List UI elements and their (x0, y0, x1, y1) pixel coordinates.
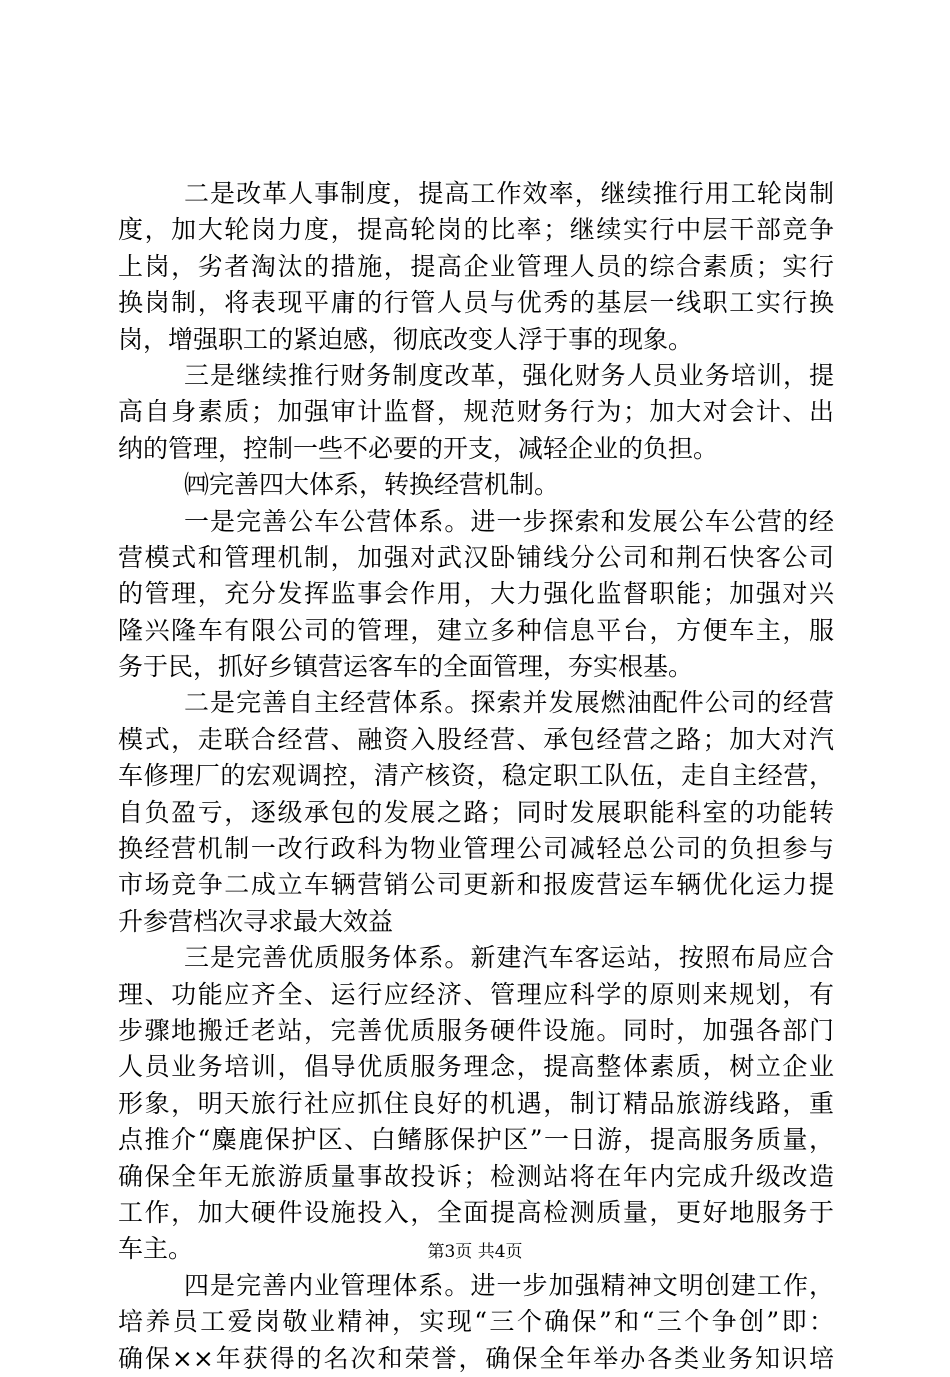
paragraph-line: 换岗制，将表现平庸的行管人员与优秀的基层一线职工实行换 (118, 288, 834, 318)
paragraph-line: 一是完善公车公营体系。进一步探索和发展公车公营的经 (184, 506, 834, 536)
paragraph-line: 换经营机制一改行政科为物业管理公司减轻总公司的负担参与 (118, 834, 834, 864)
paragraph-line: 点推介“麋鹿保护区、白鳍豚保护区”一日游，提高服务质量， (118, 1125, 834, 1155)
paragraph-line: 市场竞争二成立车辆营销公司更新和报废营运车辆优化运力提 (118, 870, 834, 900)
paragraph-line: 培养员工爱岗敬业精神，实现“三个确保”和“三个争创”即： (118, 1307, 834, 1337)
paragraph-line: 二是改革人事制度，提高工作效率，继续推行用工轮岗制 (184, 179, 834, 208)
paragraph-line: 隆兴隆车有限公司的管理，建立多种信息平台，方便车主，服 (118, 615, 834, 645)
paragraph-line: 四是完善内业管理体系。进一步加强精神文明创建工作， (184, 1270, 834, 1300)
paragraph-line: 理、功能应齐全、运行应经济、管理应科学的原则来规划，有 (118, 979, 834, 1009)
paragraph-line: 三是继续推行财务制度改革，强化财务人员业务培训，提 (184, 360, 834, 390)
paragraph-line: 度，加大轮岗力度，提高轮岗的比率；继续实行中层干部竞争 (118, 215, 834, 245)
paragraph-line: 营模式和管理机制，加强对武汉卧铺线分公司和荆石快客公司 (118, 542, 834, 572)
section-heading: ㈣完善四大体系，转换经营机制。 (184, 470, 560, 500)
paragraph-line: 纳的管理，控制一些不必要的开支，减轻企业的负担。 (118, 433, 719, 463)
paragraph-line: 上岗，劣者淘汰的措施，提高企业管理人员的综合素质；实行 (118, 251, 834, 281)
paragraph-line: 人员业务培训，倡导优质服务理念，提高整体素质，树立企业 (118, 1052, 834, 1082)
paragraph-line: 高自身素质；加强审计监督，规范财务行为；加大对会计、出 (118, 397, 834, 427)
paragraph-line: 步骤地搬迁老站，完善优质服务硬件设施。同时，加强各部门 (118, 1015, 834, 1045)
paragraph-line: 二是完善自主经营体系。探索并发展燃油配件公司的经营 (184, 688, 834, 718)
paragraph-line: 三是完善优质服务体系。新建汽车客运站，按照布局应合 (184, 943, 834, 973)
paragraph-line: 务于民，抓好乡镇营运客车的全面管理，夯实根基。 (118, 652, 694, 682)
paragraph-line: 的管理，充分发挥监事会作用，大力强化监督职能；加强对兴 (118, 579, 834, 609)
paragraph-line: 升参营档次寻求最大效益 (118, 906, 394, 936)
paragraph-line: 确保全年无旅游质量事故投诉；检测站将在年内完成升级改造 (118, 1161, 834, 1191)
paragraph-line: 车主。 (118, 1234, 194, 1264)
paragraph-line: 模式，走联合经营、融资入股经营、承包经营之路；加大对汽 (118, 724, 834, 754)
body-text (118, 176, 834, 1377)
paragraph-line: 自负盈亏，逐级承包的发展之路；同时发展职能科室的功能转 (118, 797, 834, 827)
paragraph-line: 形象，明天旅行社应抓住良好的机遇，制订精品旅游线路，重 (118, 1088, 834, 1118)
paragraph-line: 车修理厂的宏观调控，清产核资，稳定职工队伍，走自主经营， (118, 761, 834, 791)
paragraph-line: 确保××年获得的名次和荣誉，确保全年举办各类业务知识培 (118, 1343, 834, 1373)
paragraph-line: 岗，增强职工的紧迫感，彻底改变人浮于事的现象。 (118, 324, 694, 354)
page-number-footer: 第3页 共4页 (427, 1242, 523, 1262)
paragraph-line: 工作，加大硬件设施投入，全面提高检测质量，更好地服务于 (118, 1197, 834, 1227)
